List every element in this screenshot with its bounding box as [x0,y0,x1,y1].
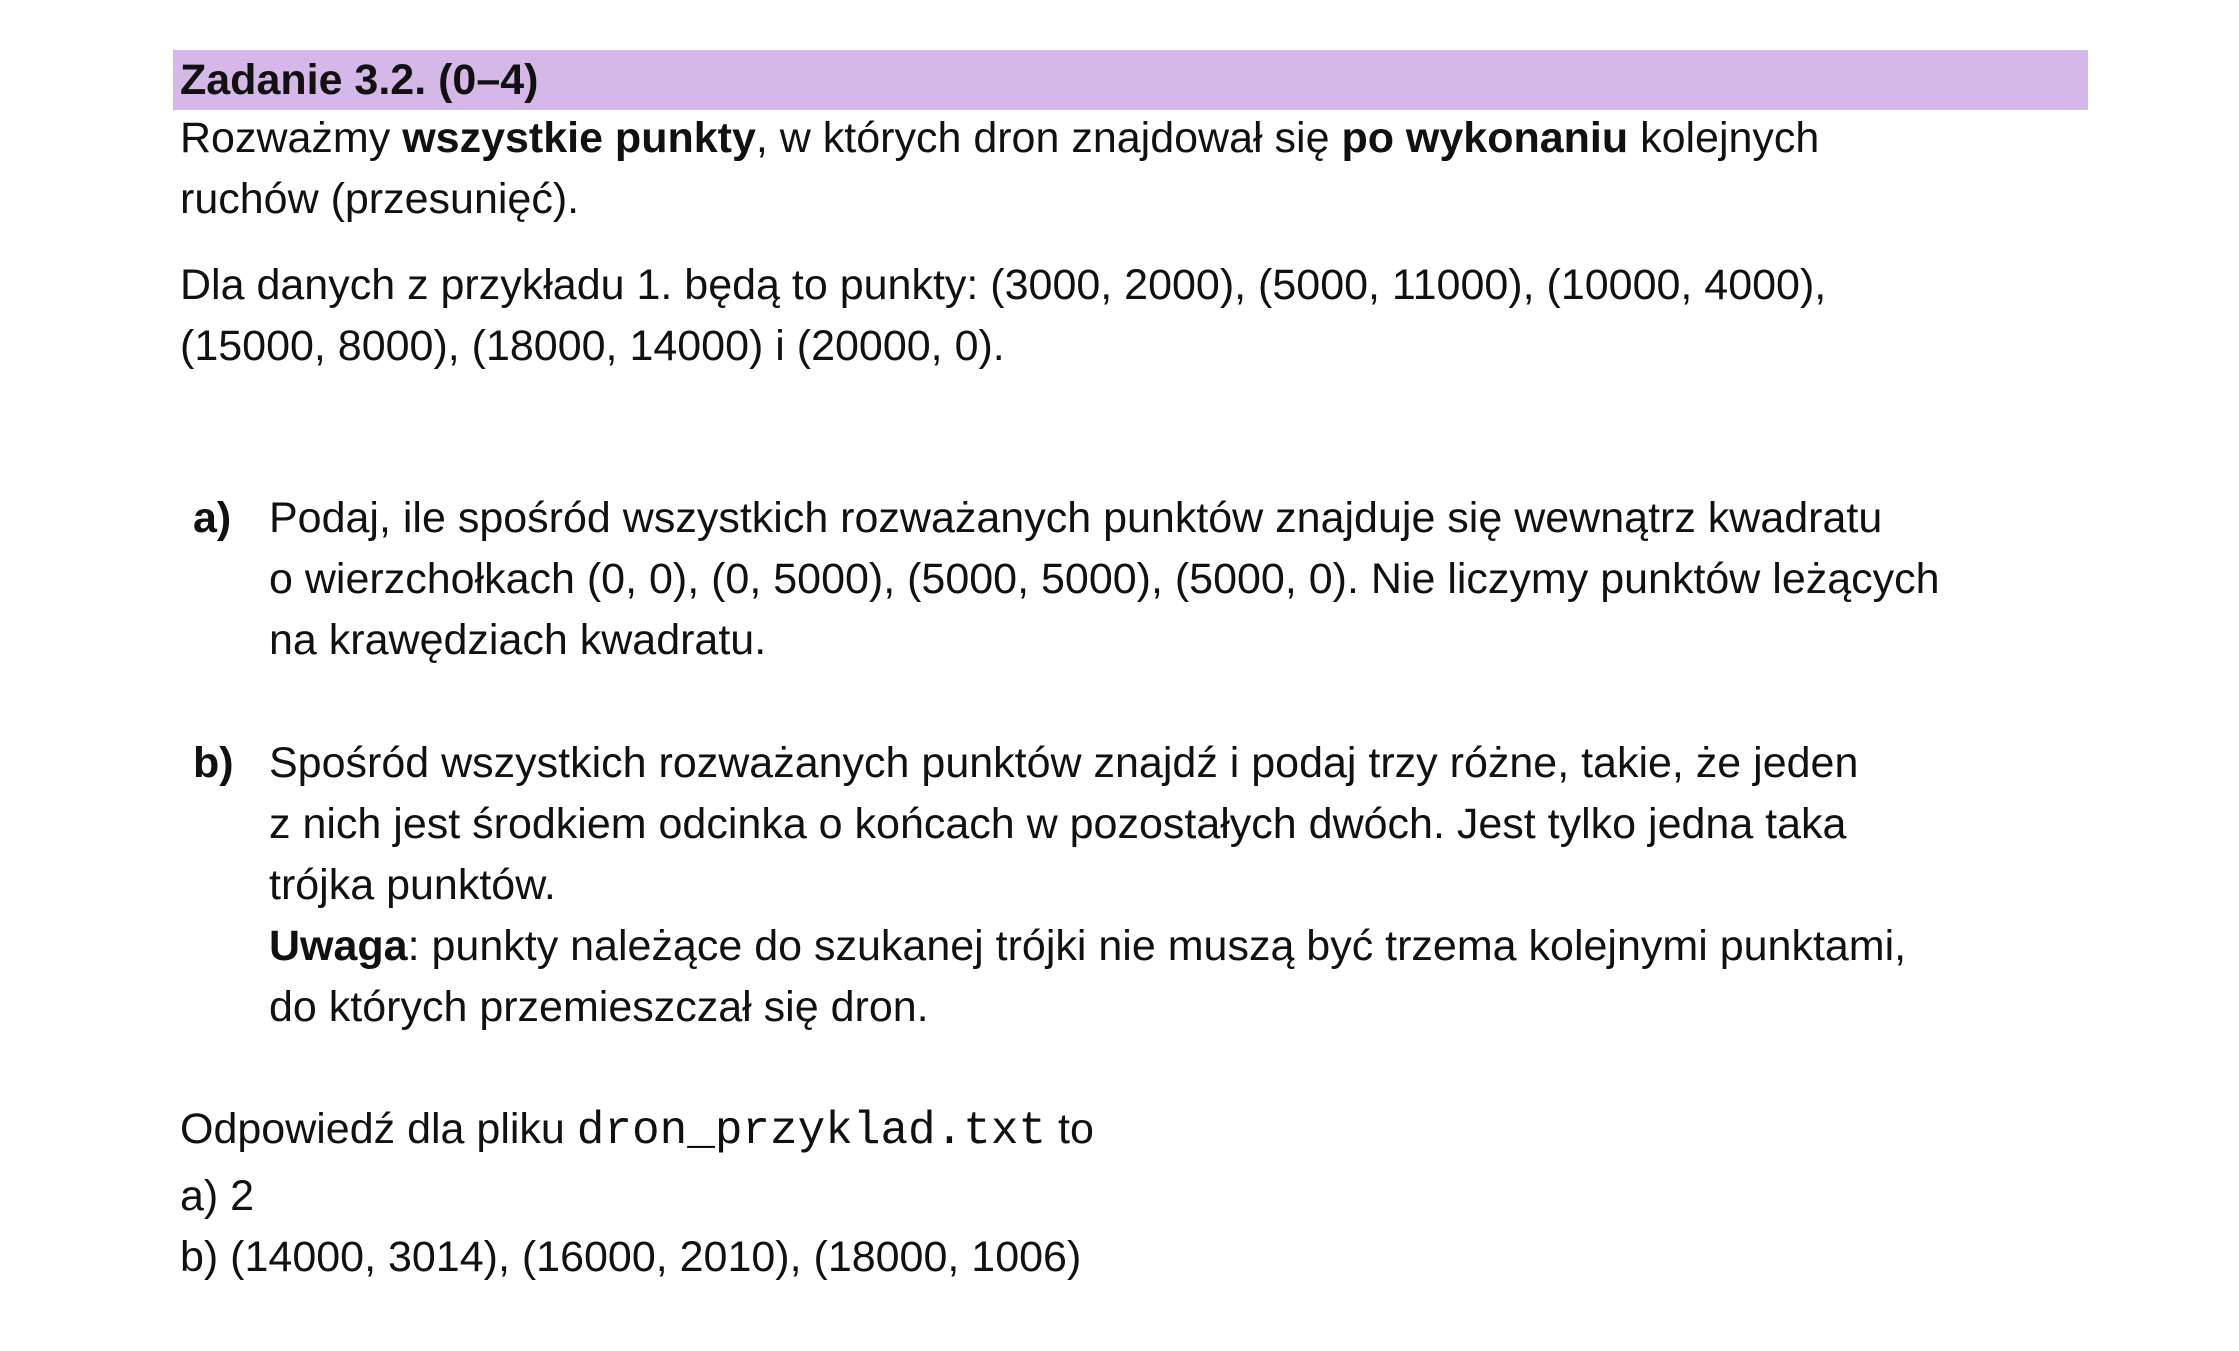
answer-intro [180,1103,1094,1157]
intro-text: , w których dron znajdował się [755,114,1342,162]
task-title: Zadanie 3.2. (0–4) [180,56,539,104]
note-label: Uwaga [269,922,408,970]
intro-line-1 [180,112,1819,164]
example-line-2: (15000, 8000), (18000, 14000) i (20000, 0). [180,322,1005,370]
answer-suffix: to [1046,1105,1094,1153]
answer-filename: dron_przyklad.txt [576,1105,1047,1157]
item-a-line-3: na krawędziach kwadratu. [269,616,767,664]
intro-emphasis-after: po wykonaniu [1341,114,1629,162]
item-b-note-line-1 [269,920,1906,972]
intro-text: kolejnych [1628,114,1820,162]
answer-a: a) 2 [180,1172,255,1220]
item-b-line-3: trójka punktów. [269,861,556,909]
item-b-line-1: Spośród wszystkich rozważanych punktów znajdź i podaj trzy różne, takie, że jeden [269,739,1859,787]
item-a-label: a) [193,494,232,542]
answer-b: b) (14000, 3014), (16000, 2010), (18000, 1006) [180,1233,1082,1281]
answer-prefix: Odpowiedź dla pliku [180,1105,577,1153]
example-line-1: Dla danych z przykładu 1. będą to punkty: (3000, 2000), (5000, 11000), (10000, 4000), [180,261,1827,309]
item-a-line-2: o wierzchołkach (0, 0), (0, 5000), (5000, 5000), (5000, 0). Nie liczymy punktów leżących [269,555,1940,603]
item-b-label: b) [193,739,234,787]
item-b-line-2: z nich jest środkiem odcinka o końcach w pozostałych dwóch. Jest tylko jedna taka [269,800,1847,848]
intro-text: Rozważmy [180,114,403,162]
item-b-note-line-2: do których przemieszczał się dron. [269,983,929,1031]
item-a-line-1: Podaj, ile spośród wszystkich rozważanych punktów znajduje się wewnątrz kwadratu [269,494,1883,542]
note-text: : punkty należące do szukanej trójki nie muszą być trzema kolejnymi punktami, [407,922,1907,970]
intro-line-2: ruchów (przesunięć). [180,175,580,223]
intro-emphasis-all-points: wszystkie punkty [402,114,756,162]
